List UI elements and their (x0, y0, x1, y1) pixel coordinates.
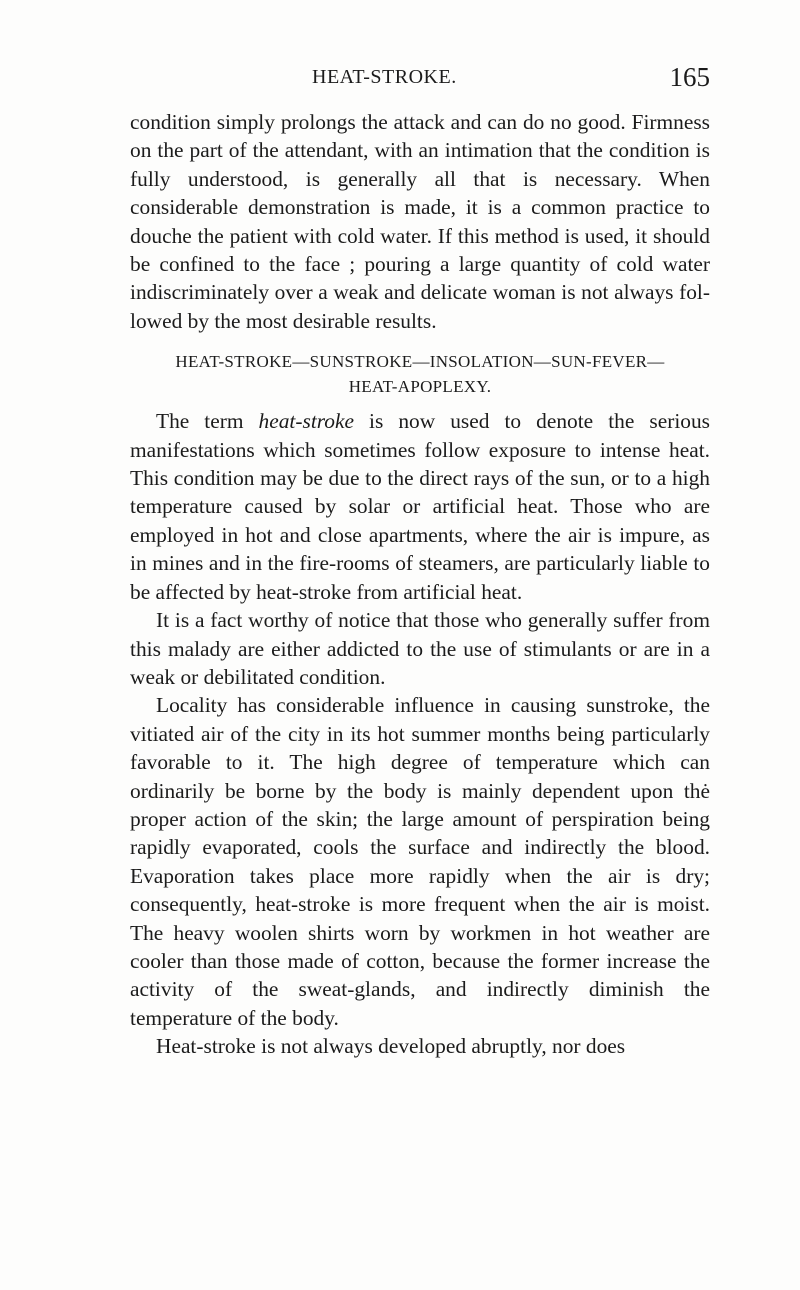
section-heading-line-2: HEAT-APOPLEXY. (348, 377, 492, 397)
page-number: 165 (669, 62, 710, 92)
italic-term: heat-stroke (258, 409, 354, 434)
paragraph-lead: The term (156, 409, 259, 434)
paragraph-heat-stroke-definition (130, 407, 710, 606)
running-title: HEAT-STROKE. (312, 66, 457, 88)
paragraph-predisposition: It is a fact worthy of notice that those who generally suffer from this malady are either addicted to the use of stimulants or are in a weak or debilitated condition. (130, 608, 710, 689)
paragraph-development: Heat-stroke is not always developed abruptly, nor does (156, 1034, 626, 1059)
section-heading (130, 349, 710, 399)
body-text (130, 108, 710, 1061)
paragraph-locality: Locality has considerable influence in causing sunstroke, the vitiated air of the city in its hot summer months being particularly favorable to it. The high degree of temperature which can ordinarily be borne by the body is mainly dependent upon thė proper action of the skin; the large amount of perspiration being rapidly evaporated, cools the surface and indirectly the blood. Evaporation takes place more rapidly when the air is dry; consequently, heat-stroke is more frequent when the air is moist. The heavy woolen shirts worn by workmen in hot weather are cooler than those made of cotton, because the former increase the activity of the sweat-glands, and indirectly diminish the temperature of the body. (130, 693, 710, 1030)
running-header (130, 62, 710, 102)
section-heading-line-1: HEAT-STROKE—SUNSTROKE—INSOLATION—SUN-FEVER— (175, 352, 665, 372)
paragraph-continued: condition simply prolongs the attack and can do no good. Firmness on the part of the attendant, with an intimation that the condition is fully understood, is generally all that is necessary. When considerable demonstration is made, it is a common practice to douche the patient with cold water. If this method is used, it should be confined to the face ; pouring a large quantity of cold water indiscriminately over a weak and delicate woman is not always followed by the most desirable results. (130, 110, 710, 333)
paragraph-rest: is now used to denote the serious manifestations which sometimes follow exposure to intense heat. This condition may be due to the direct rays of the sun, or to a high temperature caused by solar or artificial heat. Those who are employed in hot and close apartments, where the air is impure, as in mines and in the fire-rooms of steamers, are particularly liable to be affected by heat-stroke from artificial heat. (130, 409, 710, 604)
